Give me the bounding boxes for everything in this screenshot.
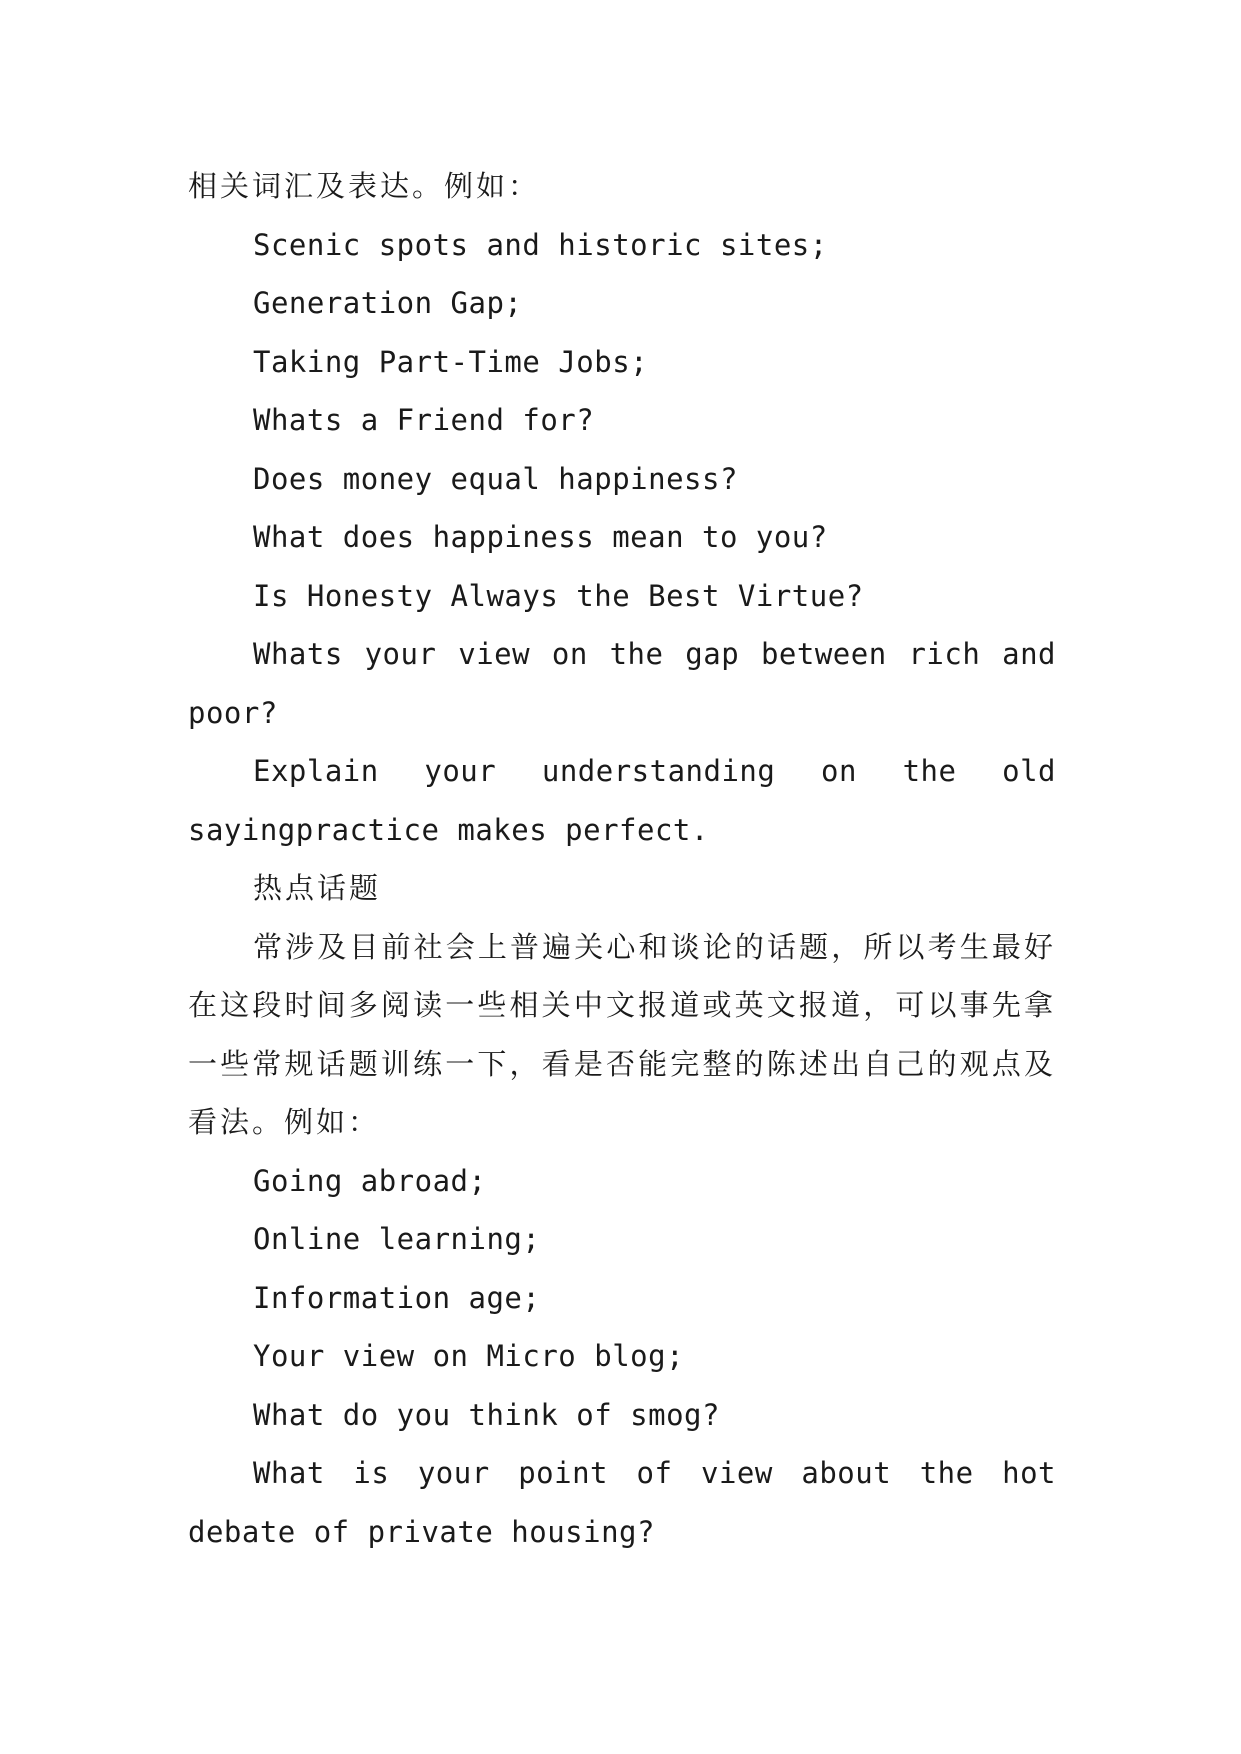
document-body — [188, 157, 1056, 1561]
paragraph: 相关词汇及表达。例如： — [188, 169, 541, 203]
paragraph: Does money equal happiness? — [253, 461, 738, 496]
paragraph: Scenic spots and historic sites; — [253, 227, 828, 262]
paragraph: Whats your view on the gap between rich and poor? — [188, 637, 1056, 730]
paragraph: Information age; — [253, 1280, 541, 1315]
paragraph: Taking Part-Time Jobs; — [253, 344, 649, 379]
paragraph: 常涉及目前社会上普遍关心和谈论的话题，所以考生最好在这段时间多阅读一些相关中文报道或英文报道，可以事先拿一些常规话题训练一下，看是否能完整的陈述出自己的观点及看法。例如： — [188, 929, 1056, 1139]
paragraph: What do you think of smog? — [253, 1397, 720, 1432]
paragraph: Whats a Friend for? — [253, 403, 595, 437]
paragraph: Is Honesty Always the Best Virtue? — [253, 578, 864, 613]
paragraph: Generation Gap; — [253, 286, 523, 320]
paragraph: Online learning; — [253, 1222, 541, 1256]
paragraph: Explain your understanding on the old sayingpractice makes perfect. — [188, 754, 1056, 847]
paragraph: Going abroad; — [253, 1163, 487, 1198]
paragraph: What does happiness mean to you? — [253, 520, 828, 554]
paragraph: Your view on Micro blog; — [253, 1339, 685, 1373]
paragraph: What is your point of view about the hot debate of private housing? — [188, 1456, 1056, 1549]
section-heading: 热点话题 — [253, 871, 382, 905]
